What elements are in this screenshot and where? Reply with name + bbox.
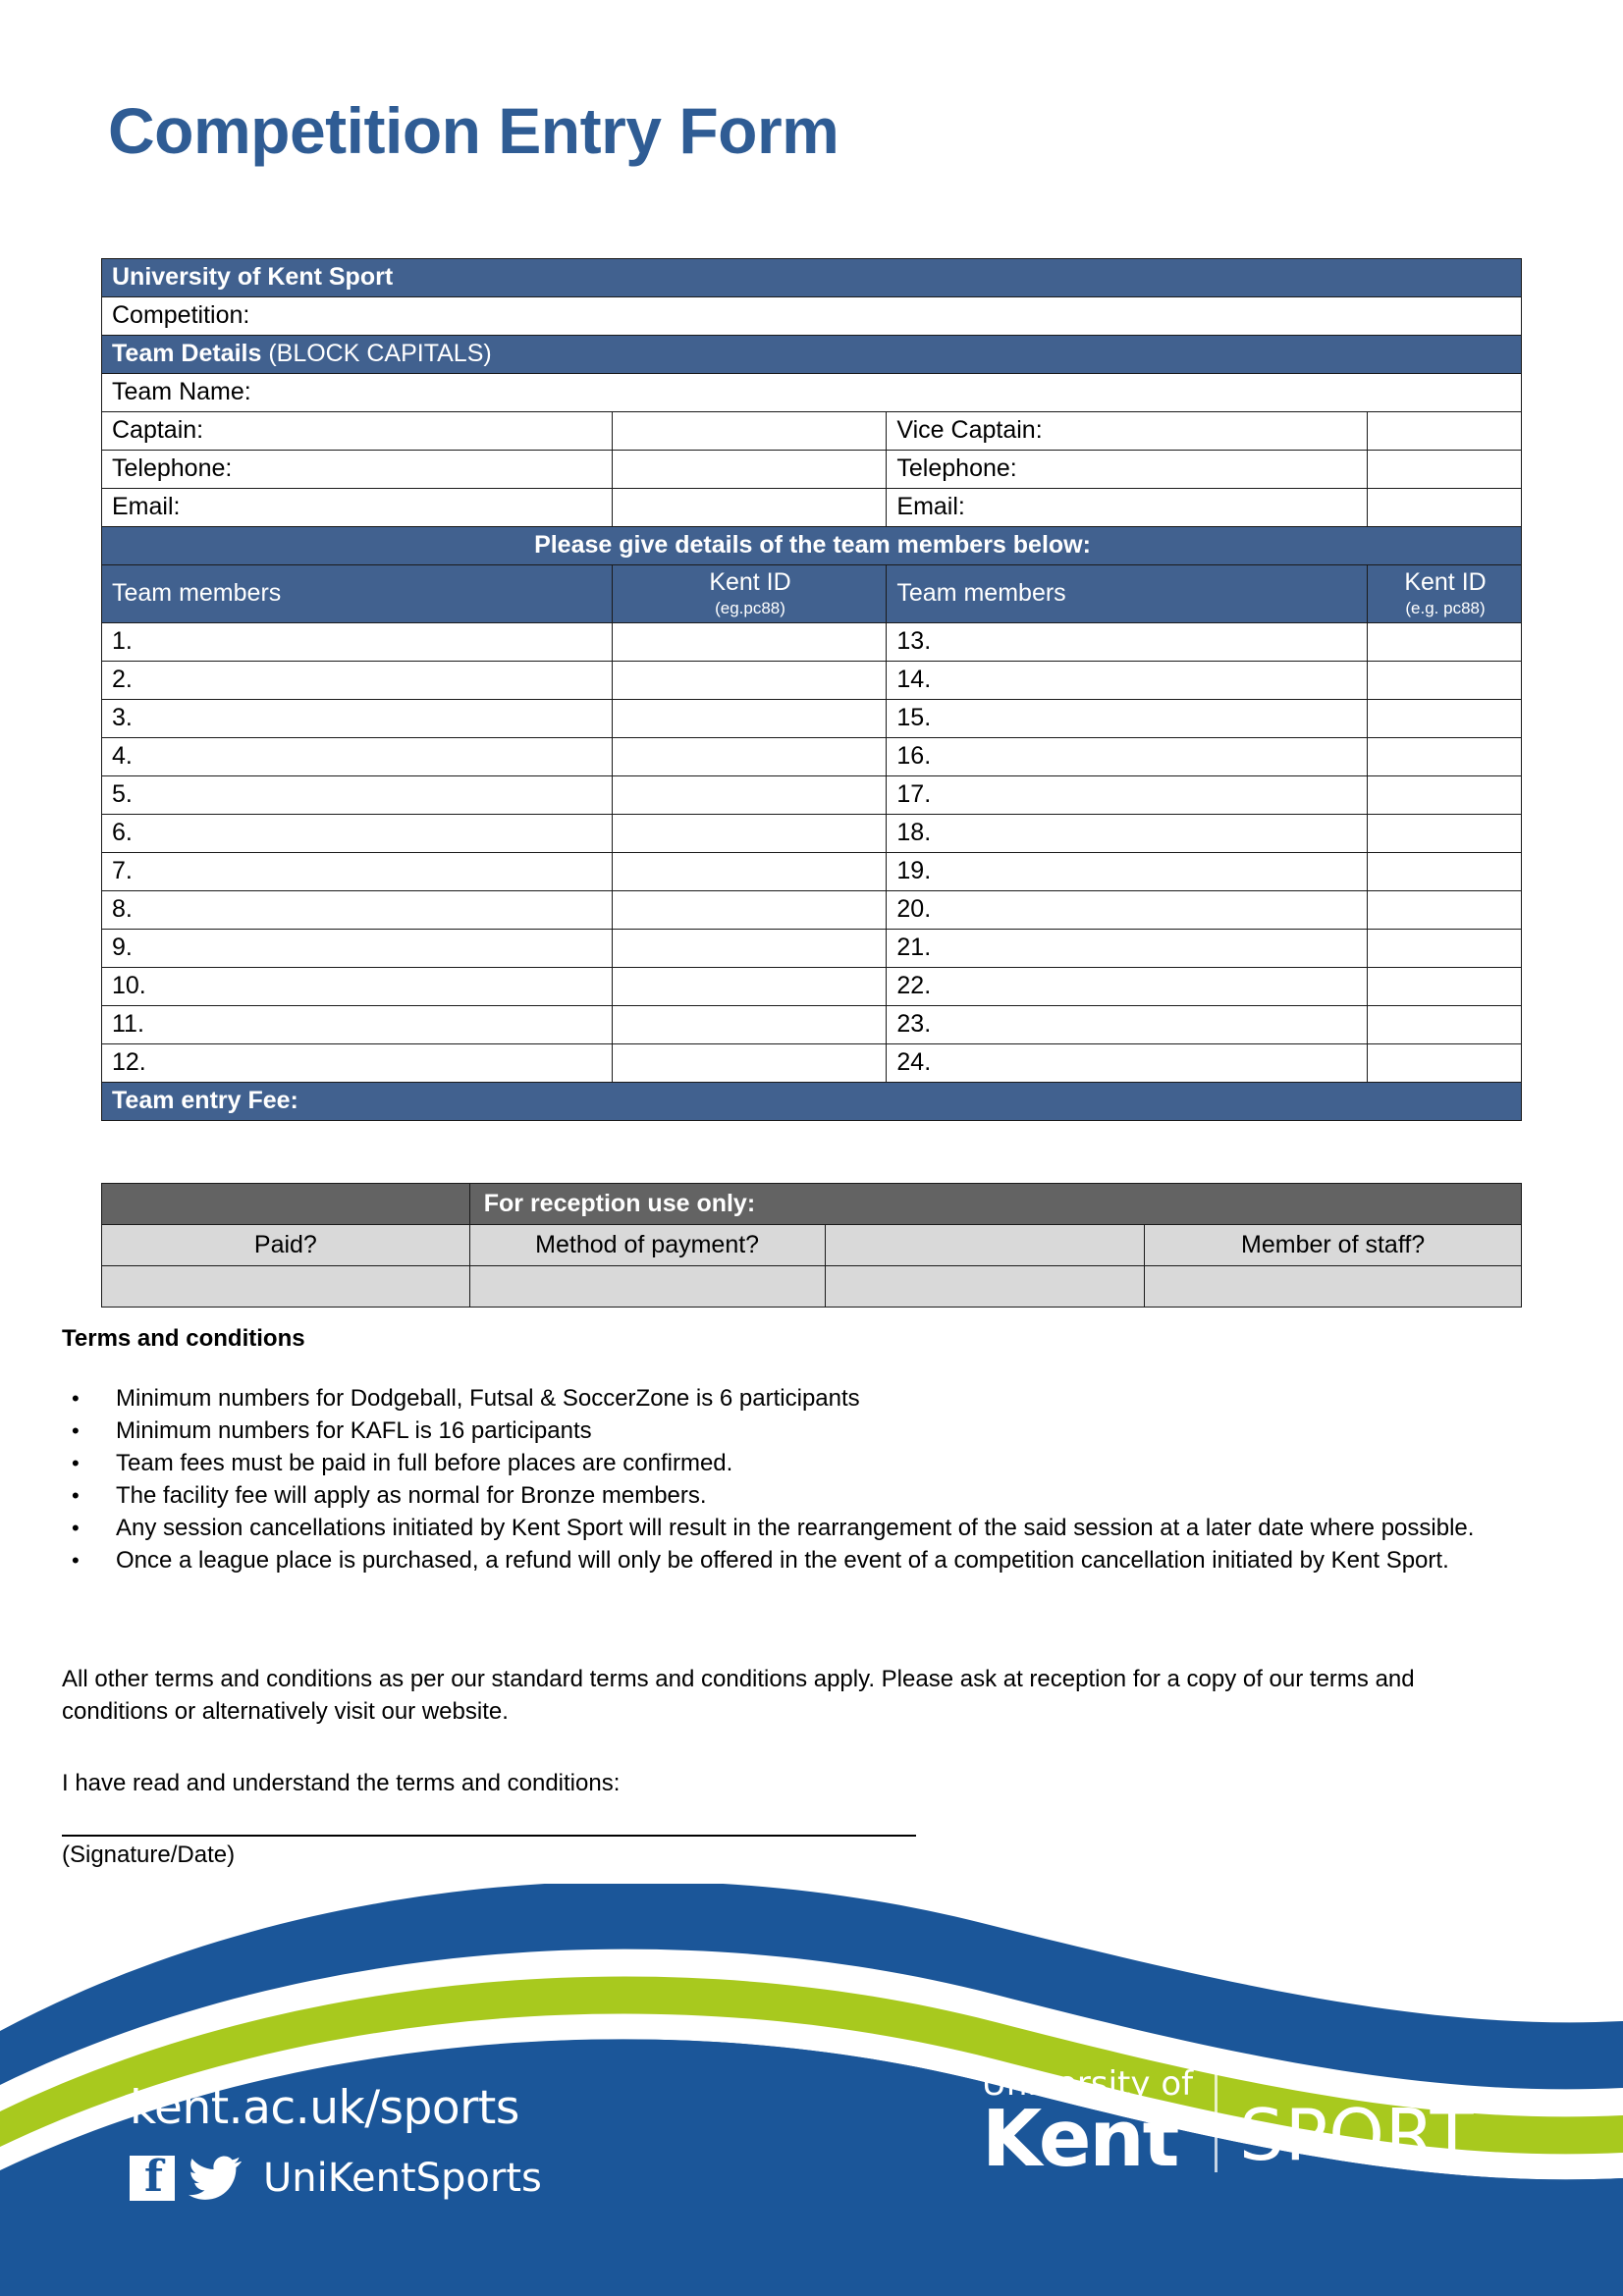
col-header-kent-id-left [612,565,887,623]
list-item [62,1479,1515,1512]
kentid-cell-right[interactable] [1368,700,1522,738]
vice-email-label: Email: [887,489,1368,527]
table-row-competition [102,297,1522,336]
reception-header-row [102,1225,1522,1266]
member-of-staff-label: Member of staff? [1145,1225,1522,1266]
bullet-icon: • [72,1386,80,1411]
table-row [102,891,1522,930]
member-row-left[interactable]: 7. [102,853,613,891]
footer-url[interactable]: kent.ac.uk/sports [130,2081,519,2135]
reception-blank-input-cell[interactable] [825,1266,1145,1308]
kentid-cell-left[interactable] [612,738,887,776]
competition-entry-table [101,258,1522,1121]
member-row-left[interactable]: 8. [102,891,613,930]
list-item-text: Team fees must be paid in full before places are confirmed. [116,1450,733,1476]
kentid-cell-left[interactable] [612,776,887,815]
facebook-icon[interactable] [130,2156,175,2201]
kentid-cell-right[interactable] [1368,891,1522,930]
list-item [62,1544,1515,1576]
member-row-right[interactable]: 19. [887,853,1368,891]
org-header: University of Kent Sport [102,259,1522,297]
kent-id-left-title: Kent ID [709,568,791,596]
table-row-entry-fee [102,1083,1522,1121]
kentid-cell-left[interactable] [612,700,887,738]
table-row-telephone [102,451,1522,489]
table-row [102,1044,1522,1083]
member-row-left[interactable]: 9. [102,930,613,968]
table-row [102,776,1522,815]
list-item-text: Once a league place is purchased, a refund will only be offered in the event of a competition cancellation initiated by Kent Sport. [116,1547,1449,1574]
logo-kent-word: Kent [982,2094,1178,2184]
vice-telephone-label: Telephone: [887,451,1368,489]
member-row-left[interactable]: 6. [102,815,613,853]
bullet-icon: • [72,1451,80,1475]
team-entry-fee-header: Team entry Fee: [102,1083,1522,1121]
page-title: Competition Entry Form [108,94,839,167]
bullet-icon: • [72,1418,80,1443]
team-details-bold: Team Details [112,340,262,367]
vice-telephone-value-cell[interactable] [1368,451,1522,489]
kent-id-right-title: Kent ID [1404,568,1487,596]
kentid-cell-right[interactable] [1368,738,1522,776]
member-row-left[interactable]: 12. [102,1044,613,1083]
kentid-cell-right[interactable] [1368,776,1522,815]
reception-blank-label [825,1225,1145,1266]
list-item [62,1512,1515,1544]
reception-use-table [101,1183,1522,1308]
kent-logo-text [982,2064,1194,2184]
bullet-icon: • [72,1483,80,1508]
kentid-cell-right[interactable] [1368,815,1522,853]
member-row-left[interactable]: 10. [102,968,613,1006]
member-row-right[interactable]: 24. [887,1044,1368,1083]
table-row [102,1006,1522,1044]
logo-divider [1215,2070,1217,2172]
kentid-cell-right[interactable] [1368,1006,1522,1044]
paid-input-cell[interactable] [102,1266,470,1308]
member-row-right[interactable]: 15. [887,700,1368,738]
kentid-cell-left[interactable] [612,968,887,1006]
email-value-cell[interactable] [612,489,887,527]
team-name-field[interactable]: Team Name: [102,374,1522,412]
kentid-cell-right[interactable] [1368,968,1522,1006]
logo-sport-word: SPORT [1239,2094,1475,2177]
table-row-team-name [102,374,1522,412]
kentid-cell-left[interactable] [612,891,887,930]
kent-id-right-sub: (e.g. pc88) [1405,599,1486,617]
col-header-team-members-left: Team members [102,565,613,623]
logo-university-of: University of [982,2064,1194,2104]
paid-label: Paid? [102,1225,470,1266]
reception-banner-blank [102,1184,470,1225]
table-row [102,623,1522,662]
method-of-payment-label: Method of payment? [469,1225,825,1266]
member-row-right[interactable]: 13. [887,623,1368,662]
member-row-left[interactable]: 5. [102,776,613,815]
table-row [102,930,1522,968]
member-row-left[interactable]: 4. [102,738,613,776]
kent-id-left-sub: (eg.pc88) [715,599,785,617]
member-row-right[interactable]: 22. [887,968,1368,1006]
kentid-cell-left[interactable] [612,623,887,662]
social-links [130,2156,542,2201]
member-row-left[interactable]: 2. [102,662,613,700]
kentid-cell-left[interactable] [612,853,887,891]
table-row-team-details [102,336,1522,374]
terms-heading: Terms and conditions [62,1325,305,1352]
signature-label: (Signature/Date) [62,1842,236,1868]
telephone-label: Telephone: [102,451,613,489]
member-row-right[interactable]: 21. [887,930,1368,968]
table-row-captain [102,412,1522,451]
table-row [102,700,1522,738]
kentid-cell-left[interactable] [612,1044,887,1083]
kentid-cell-left[interactable] [612,1006,887,1044]
table-row [102,968,1522,1006]
table-row [102,738,1522,776]
team-details-note: (BLOCK CAPITALS) [261,340,492,367]
captain-value-cell[interactable] [612,412,887,451]
list-item [62,1447,1515,1479]
member-row-left[interactable]: 3. [102,700,613,738]
twitter-icon[interactable] [189,2156,242,2201]
bullet-icon: • [72,1548,80,1573]
kentid-cell-right[interactable] [1368,930,1522,968]
member-row-right[interactable]: 17. [887,776,1368,815]
member-row-left[interactable]: 1. [102,623,613,662]
table-row-column-headers [102,565,1522,623]
members-banner: Please give details of the team members below: [102,527,1522,565]
col-header-team-members-right: Team members [887,565,1368,623]
table-row-email [102,489,1522,527]
competition-field[interactable]: Competition: [102,297,1522,336]
signature-line[interactable] [62,1835,916,1837]
kentid-cell-left[interactable] [612,662,887,700]
reception-banner: For reception use only: [469,1184,1521,1225]
method-input-cell[interactable] [469,1266,825,1308]
vice-email-value-cell[interactable] [1368,489,1522,527]
terms-paragraph: All other terms and conditions as per our standard terms and conditions apply. Please ask at reception for a copy of our terms and conditions or alternatively visit our website. [62,1666,1415,1725]
kentid-cell-right[interactable] [1368,853,1522,891]
member-row-right[interactable]: 16. [887,738,1368,776]
university-of-kent-sport-logo [982,2064,1475,2184]
table-row-org [102,259,1522,297]
team-details-header [102,336,1522,374]
email-label: Email: [102,489,613,527]
bullet-icon: • [72,1516,80,1540]
member-row-right[interactable]: 18. [887,815,1368,853]
kentid-cell-left[interactable] [612,815,887,853]
list-item [62,1382,1515,1415]
member-row-right[interactable]: 20. [887,891,1368,930]
member-row-right[interactable]: 23. [887,1006,1368,1044]
list-item [62,1415,1515,1447]
list-item-text: Minimum numbers for Dodgeball, Futsal & SoccerZone is 6 participants [116,1385,860,1412]
reception-input-row [102,1266,1522,1308]
table-row [102,815,1522,853]
list-item-text: The facility fee will apply as normal for Bronze members. [116,1482,707,1509]
staff-input-cell[interactable] [1145,1266,1522,1308]
terms-bullet-list [62,1382,1515,1576]
member-row-left[interactable]: 11. [102,1006,613,1044]
kentid-cell-right[interactable] [1368,1044,1522,1083]
vice-captain-label: Vice Captain: [887,412,1368,451]
vice-captain-value-cell[interactable] [1368,412,1522,451]
table-row [102,662,1522,700]
kentid-cell-right[interactable] [1368,623,1522,662]
col-header-kent-id-right [1368,565,1522,623]
list-item-text: Any session cancellations initiated by Kent Sport will result in the rearrangement of the said session at a later date where possible. [116,1515,1475,1541]
kentid-cell-right[interactable] [1368,662,1522,700]
terms-acknowledgement: I have read and understand the terms and conditions: [62,1770,621,1796]
table-row-members-banner [102,527,1522,565]
captain-label: Captain: [102,412,613,451]
social-handle[interactable]: UniKentSports [263,2156,542,2201]
table-row [102,853,1522,891]
reception-banner-row [102,1184,1522,1225]
member-row-right[interactable]: 14. [887,662,1368,700]
list-item-text: Minimum numbers for KAFL is 16 participants [116,1417,592,1444]
kentid-cell-left[interactable] [612,930,887,968]
telephone-value-cell[interactable] [612,451,887,489]
